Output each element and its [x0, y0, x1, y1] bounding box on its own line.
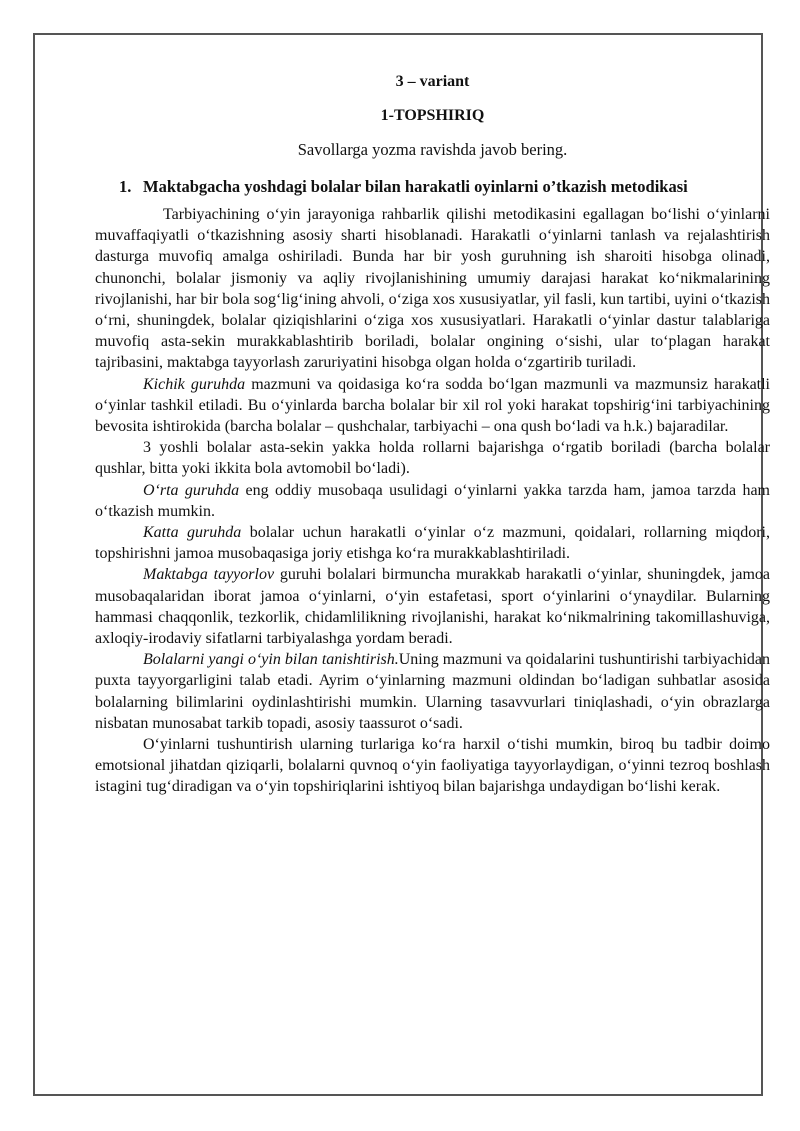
paragraph-text: O‘yinlarni tushuntirish ularning turlariga ko‘ra harxil o‘tishi mumkin, biroq bu tadbir doimo emotsional jihatdan qiziqarli, bolalarni quvnoq o‘yin faoliyatiga tayyorlaydigan, o‘yinni tezroq boshlash istagini tug‘diradigan va o‘yin topshiriqlarini ishtiyoq bilan bajarishga undaydigan bo‘lishi kerak. [95, 736, 770, 796]
paragraph-lead: Kichik guruhda [143, 375, 246, 393]
question-heading [95, 172, 770, 202]
paragraph [95, 649, 770, 734]
paragraph-text: mazmuni va qoidasiga ko‘ra sodda bo‘lgan mazmunli va mazmunsiz harakatli o‘yinlar tashkil etiladi. Bu o‘yinlarda barcha bolalar bir xil rol yoki harakat topshirig‘ini tarbiyachining bevosita ishtirokida (barcha bolalar – qushchalar, tarbiyachi – ona qush bo‘ladi va h.k.) bajaradilar. [95, 375, 771, 436]
paragraph-lead: Katta guruhda [143, 524, 242, 542]
question-text: Maktabgacha yoshdagi bolalar bilan harakatli oyinlarni o’tkazish metodikasi [143, 177, 688, 196]
paragraph-text: eng oddiy musobaqa usulidagi o‘yinlarni yakka tarzda ham, jamoa tarzda ham o‘tkazish mumkin. [95, 481, 770, 520]
question-number: 1. [119, 177, 132, 196]
paragraph [95, 437, 770, 479]
paragraph-lead: Maktabga tayyorlov [143, 566, 275, 584]
variant-title: 3 – variant [395, 73, 470, 90]
paragraph-text: guruhi bolalari birmuncha murakkab harakatli o‘yinlar, shuningdek, jamoa musobaqalaridan iborat jamoa o‘yinlarni, o‘yin estafetasi, sport o‘yinlarini o‘ynaydilar. Bularning hammasi chaqqonlik, tezkorlik, chidamlilikning rivojlanishi, harakat ko‘nikmalrining takomillashuviga, axloqiy-irodaviy sifatlarni tarbiyalashga yordam beradi. [95, 566, 771, 648]
paragraph-text: bolalar uchun harakatli o‘yinlar o‘z mazmuni, qoidalari, rollarning miqdori, topshirishni jamoa musobaqasiga joriy etishga ko‘ra murakkablashtiriladi. [95, 524, 771, 563]
paragraph [95, 522, 770, 564]
paragraph-text: Tarbiyachining o‘yin jarayoniga rahbarlik qilishi metodikasini egallagan bo‘lishi o‘yinlarni muvaffaqiyatli o‘tkazishning asosiy sharti hisoblanadi. Harakatli o‘yinlarni tanlash va rejalashtirish dasturga muvofiq amalga oshiriladi. Bunda har bir yosh guruhning ish sharoiti hisobga olinadi, chunonchi, bolalar jismoniy va aqliy rivojlanishining umumiy darajasi harakat ko‘nikmalarining rivojlanishi, har bir bola sog‘lig‘ining ahvoli, o‘ziga xos xususiyatlar, yil fasli, kun tartibi, uyini o‘tkazish o‘rni, shuningdek, bolalar qiziqishlarini o‘ziga xos xususiyatlari. Harakatli o‘yinlar dastur talablariga muvofiq asta-sekin murakkablashtirib boriladi, bolalar ongining o‘sishi, ular to‘plagan harakat tajribasini, maktabga tayyorlash zaruriyatini hisobga olgan holda o‘zgartirib turiladi. [95, 206, 770, 372]
paragraph-text: Uning mazmuni va qoidalarini tushuntirishi tarbiyachidan puxta tayyorgarligini talab etadi. Ayrim o‘yinlarning mazmuni oldindan bo‘ladigan suhbatlar asosida bolalarning bilimlarini oydinlashtirishi mumkin. Ularning tasavvurlari tiniqlashadi, o‘yin obrazlarga nisbatan munosabat tarkib topadi, asosiy taassurot o‘sadi. [95, 651, 771, 732]
paragraph [95, 480, 770, 522]
answer-body [95, 204, 770, 798]
paragraph-text: 3 yoshli bolalar asta-sekin yakka holda rollarni bajarishga o‘rgatib boriladi (barcha bolalar qushlar, bitta yoki ikkita bola avtomobil bo‘ladi). [95, 439, 770, 478]
paragraph [95, 564, 770, 649]
paragraph [95, 374, 770, 438]
paragraph-lead: Bolalarni yangi o‘yin bilan tanishtirish. [143, 651, 399, 669]
paragraph [95, 734, 770, 798]
document-content [95, 72, 770, 798]
instruction: Savollarga yozma ravishda javob bering. [297, 140, 568, 159]
paragraph-lead: O‘rta guruhda [143, 481, 240, 499]
paragraph [95, 204, 770, 374]
task-title: 1-TOPSHIRIQ [380, 107, 485, 124]
